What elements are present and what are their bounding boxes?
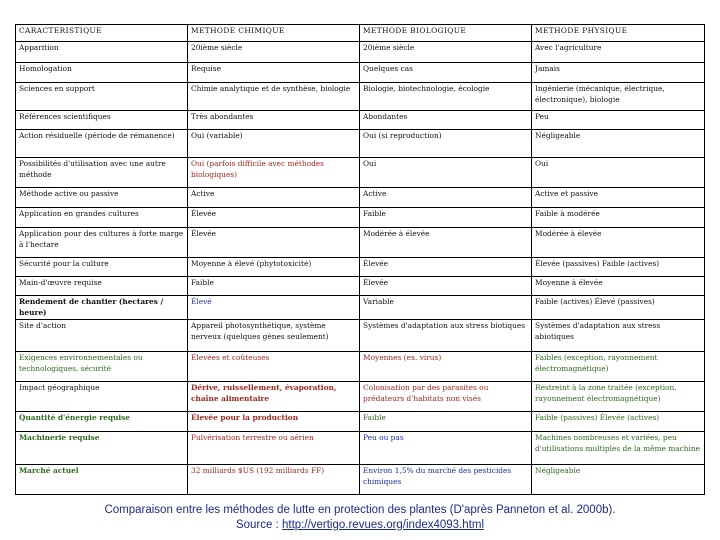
- source-link[interactable]: http://vertigo.revues.org/index4093.html: [282, 519, 485, 531]
- cell-biologique: Variable: [360, 296, 532, 320]
- table-row: [16, 228, 705, 258]
- cell-biologique: Faible: [360, 208, 532, 228]
- source-prefix: Source :: [235, 519, 282, 531]
- caption-source: [0, 518, 720, 533]
- cell-biologique: Environ 1,5% du marché des pesticides chimiques: [360, 465, 532, 495]
- cell-physique: Modérée à élevée: [532, 228, 705, 258]
- table-row: [16, 258, 705, 277]
- cell-chimique: Chimie analytique et de synthèse, biologie: [188, 83, 360, 111]
- cell-biologique: Quelques cas: [360, 63, 532, 83]
- table-row: [16, 352, 705, 382]
- cell-biologique: Oui (si reproduction): [360, 130, 532, 158]
- cell-biologique: Peu ou pas: [360, 432, 532, 465]
- header-caracteristique: CARACTERISTIQUE: [16, 25, 188, 42]
- table-row: [16, 42, 705, 63]
- table-row: [16, 296, 705, 320]
- table-row: [16, 432, 705, 465]
- cell-biologique: 20ième siècle: [360, 42, 532, 63]
- cell-physique: Jamais: [532, 63, 705, 83]
- cell-physique: Faible à modérée: [532, 208, 705, 228]
- cell-biologique: Moyennes (ex. virus): [360, 352, 532, 382]
- cell-chimique: Élevée: [188, 208, 360, 228]
- cell-biologique: Colonisation par des parasites ou prédateurs d'habitats non visés: [360, 382, 532, 412]
- cell-chimique: Élevées et coûteuses: [188, 352, 360, 382]
- comparison-table: [15, 24, 705, 495]
- row-label: Machinerie requise: [16, 432, 188, 465]
- cell-biologique: Abondantes: [360, 111, 532, 130]
- row-label: Homologation: [16, 63, 188, 83]
- cell-chimique: 32 milliards $US (192 milliards FF): [188, 465, 360, 495]
- cell-biologique: Élevée: [360, 277, 532, 296]
- cell-physique: Moyenne à élevée: [532, 277, 705, 296]
- cell-biologique: Biologie, biotechnologie, écologie: [360, 83, 532, 111]
- cell-chimique: Élevée: [188, 228, 360, 258]
- cell-biologique: Élevée: [360, 258, 532, 277]
- table-row: [16, 412, 705, 432]
- row-label: Références scientifiques: [16, 111, 188, 130]
- cell-physique: Négligeable: [532, 465, 705, 495]
- row-label: Méthode active ou passive: [16, 188, 188, 208]
- row-label: Marché actuel: [16, 465, 188, 495]
- cell-chimique: 20ième siècle: [188, 42, 360, 63]
- table-row: [16, 465, 705, 495]
- row-label: Rendement de chantier (hectares / heure): [16, 296, 188, 320]
- cell-chimique: Appareil photosynthétique, système nerveux (quelques gènes seulement): [188, 320, 360, 352]
- row-label: Quantité d'énergie requise: [16, 412, 188, 432]
- table-row: [16, 382, 705, 412]
- row-label: Possibilités d'utilisation avec une autre méthode: [16, 158, 188, 188]
- row-label: Application en grandes cultures: [16, 208, 188, 228]
- cell-chimique: Active: [188, 188, 360, 208]
- cell-chimique: Très abondantes: [188, 111, 360, 130]
- cell-chimique: Dérive, ruissellement, évaporation, chaîne alimentaire: [188, 382, 360, 412]
- header-methode-physique: METHODE PHYSIQUE: [532, 25, 705, 42]
- caption-title: Comparaison entre les méthodes de lutte en protection des plantes (D'après Panneton et al. 2000b).: [104, 504, 616, 516]
- table-row: [16, 208, 705, 228]
- row-label: Main-d'œuvre requise: [16, 277, 188, 296]
- cell-chimique: Moyenne à élevé (phytotoxicité): [188, 258, 360, 277]
- cell-chimique: Élevé: [188, 296, 360, 320]
- figure-caption: [0, 503, 720, 533]
- table-row: [16, 320, 705, 352]
- cell-biologique: Oui: [360, 158, 532, 188]
- cell-biologique: Modérée à élevée: [360, 228, 532, 258]
- cell-physique: Avec l'agriculture: [532, 42, 705, 63]
- cell-chimique: Oui (variable): [188, 130, 360, 158]
- row-label: Apparition: [16, 42, 188, 63]
- table-row: [16, 83, 705, 111]
- cell-chimique: Faible: [188, 277, 360, 296]
- cell-physique: Systèmes d'adaptation aux stress abiotiques: [532, 320, 705, 352]
- row-label: Application pour des cultures à forte marge à l'hectare: [16, 228, 188, 258]
- cell-physique: Machines nombreuses et variées, peu d'utilisations multiples de la même machine: [532, 432, 705, 465]
- cell-chimique: Pulvérisation terrestre ou aérien: [188, 432, 360, 465]
- cell-physique: Élevée (passives) Faible (actives): [532, 258, 705, 277]
- header-methode-chimique: METHODE CHIMIQUE: [188, 25, 360, 42]
- cell-biologique: Active: [360, 188, 532, 208]
- cell-chimique: Oui (parfois difficile avec méthodes biologiques): [188, 158, 360, 188]
- cell-physique: Peu: [532, 111, 705, 130]
- cell-chimique: Élevée pour la production: [188, 412, 360, 432]
- table-row: [16, 111, 705, 130]
- cell-physique: Faible (passives) Élevée (actives): [532, 412, 705, 432]
- table-row: [16, 158, 705, 188]
- cell-physique: Négligeable: [532, 130, 705, 158]
- cell-physique: Faible (actives) Élevé (passives): [532, 296, 705, 320]
- cell-physique: Faibles (exception, rayonnement électromagnétique): [532, 352, 705, 382]
- table-row: [16, 188, 705, 208]
- cell-physique: Restreint à la zone traitée (exception, rayonnement électromagnétique): [532, 382, 705, 412]
- cell-chimique: Requise: [188, 63, 360, 83]
- cell-biologique: Systèmes d'adaptation aux stress biotiques: [360, 320, 532, 352]
- row-label: Site d'action: [16, 320, 188, 352]
- row-label: Impact géographique: [16, 382, 188, 412]
- row-label: Sciences en support: [16, 83, 188, 111]
- cell-physique: Active et passive: [532, 188, 705, 208]
- table-row: [16, 277, 705, 296]
- table-row: [16, 130, 705, 158]
- cell-physique: Oui: [532, 158, 705, 188]
- row-label: Action résiduelle (période de rémanence): [16, 130, 188, 158]
- cell-biologique: Faible: [360, 412, 532, 432]
- table-header-row: [16, 25, 705, 42]
- cell-physique: Ingénierie (mécanique, électrique, électronique), biologie: [532, 83, 705, 111]
- row-label: Sécurité pour la culture: [16, 258, 188, 277]
- table-row: [16, 63, 705, 83]
- row-label: Exigences environnementales ou technologiques, sécurité: [16, 352, 188, 382]
- header-methode-biologique: METHODE BIOLOGIQUE: [360, 25, 532, 42]
